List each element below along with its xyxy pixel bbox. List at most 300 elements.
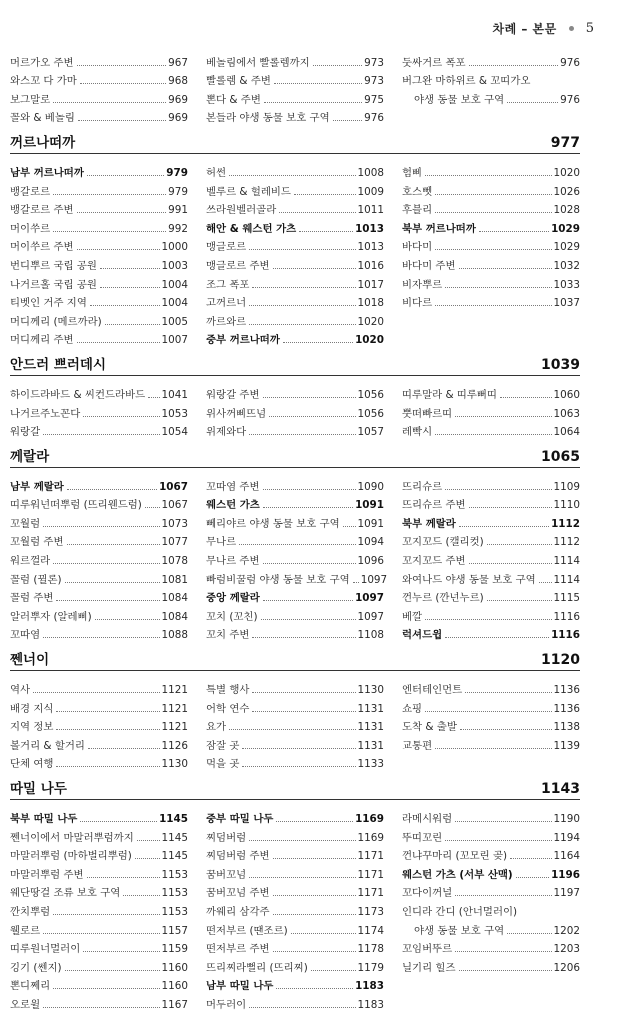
entry-title: 남부 따밀 나두 [206, 980, 274, 993]
toc-entry[interactable] [402, 382, 580, 401]
entry-page-number: 1053 [161, 407, 188, 420]
dot-leader [507, 933, 551, 934]
toc-entry[interactable] [10, 974, 188, 993]
entry-title: 쇼핑 [402, 702, 423, 715]
toc-entry[interactable] [10, 937, 188, 956]
toc-entry[interactable] [402, 216, 580, 235]
entry-title: 무나르 주변 [206, 555, 260, 568]
entry-page-number: 979 [168, 185, 188, 198]
toc-entry[interactable] [206, 955, 384, 974]
toc-entry[interactable] [10, 530, 188, 549]
dot-leader [67, 489, 157, 490]
toc-entry[interactable] [206, 401, 384, 420]
entry-page-number: 976 [560, 93, 580, 106]
toc-entry[interactable] [206, 974, 384, 993]
entry-title: 알러뿌자 (알레삐) [10, 610, 92, 623]
entry-page-number: 1067 [159, 480, 188, 493]
entry-page-number: 1004 [161, 278, 188, 291]
dot-leader [459, 526, 549, 527]
toc-entry[interactable] [402, 272, 580, 291]
entry-title: 꼬다이꺼널 [402, 887, 453, 900]
entry-page-number: 1011 [357, 204, 384, 217]
toc-entry[interactable] [10, 733, 188, 752]
toc-entry[interactable] [402, 862, 580, 881]
entry-page-number: 1121 [161, 702, 188, 715]
entry-page-number: 1008 [357, 166, 384, 179]
toc-entry[interactable] [206, 87, 384, 106]
entry-title: 꼴럼 (뀔론) [10, 573, 62, 586]
toc-entry[interactable] [206, 160, 384, 179]
entry-title: 뜨리찌라뻘리 (뜨리찌) [206, 961, 308, 974]
dot-leader [539, 582, 552, 583]
entry-title: 인디라 간디 (안너멀러이) [402, 905, 518, 918]
dot-leader [239, 544, 355, 545]
toc-entry[interactable] [10, 567, 188, 586]
section-page-number: 1065 [541, 449, 580, 466]
entry-title: 허썬 [206, 166, 227, 179]
toc-entry[interactable] [206, 548, 384, 567]
toc-entry[interactable] [206, 69, 384, 88]
toc-column [402, 50, 580, 124]
toc-entry[interactable] [402, 955, 580, 974]
toc-entry[interactable] [402, 548, 580, 567]
toc-entry[interactable] [402, 899, 580, 918]
toc-entry[interactable] [10, 511, 188, 530]
dot-leader [263, 397, 356, 398]
toc-entry[interactable] [402, 918, 580, 937]
toc-entry[interactable] [206, 586, 384, 605]
toc-entry[interactable] [206, 604, 384, 623]
entry-title: 웨단땅걸 조류 보호 구역 [10, 887, 121, 900]
entry-page-number: 1131 [357, 702, 384, 715]
section-title: 쩬너이 [10, 652, 50, 669]
toc-entry[interactable] [402, 69, 580, 88]
entry-title: 쓰라원벨러골라 [206, 204, 277, 217]
dot-leader [242, 748, 355, 749]
dot-leader [425, 175, 551, 176]
toc-entry[interactable] [10, 548, 188, 567]
toc-entry[interactable] [206, 733, 384, 752]
entry-title: 보그말로 [10, 93, 51, 106]
toc-entry[interactable] [10, 586, 188, 605]
section-heading [10, 127, 580, 154]
toc-entry[interactable] [10, 604, 188, 623]
entry-title: 찌덤버럼 [206, 831, 247, 844]
toc-entry[interactable] [10, 328, 188, 347]
toc-entry[interactable] [10, 50, 188, 69]
entry-page-number: 1112 [551, 517, 580, 530]
entry-title: 중부 꺼르나떠까 [206, 334, 280, 347]
toc-entry[interactable] [10, 955, 188, 974]
entry-title: 남부 꺼르나떠까 [10, 166, 84, 179]
toc-entry[interactable] [206, 493, 384, 512]
entry-page-number: 1097 [355, 592, 384, 605]
dot-leader [487, 600, 552, 601]
dot-leader [435, 434, 551, 435]
toc-block [10, 160, 580, 346]
entry-page-number: 1020 [357, 315, 384, 328]
toc-entry[interactable] [402, 401, 580, 420]
toc-entry[interactable] [10, 623, 188, 642]
entry-page-number: 1077 [161, 536, 188, 549]
dot-leader [252, 287, 355, 288]
entry-title: 웨스턴 가츠 [206, 499, 260, 512]
dot-leader [263, 600, 353, 601]
toc-entry[interactable] [206, 881, 384, 900]
toc-entry[interactable] [206, 253, 384, 272]
dot-leader [53, 988, 159, 989]
dot-leader [80, 83, 166, 84]
entry-title: 깐치뿌럼 [10, 905, 51, 918]
toc-entry[interactable] [10, 806, 188, 825]
toc-entry[interactable] [402, 604, 580, 623]
toc-entry[interactable] [10, 160, 188, 179]
header-bullet-icon [569, 26, 574, 31]
toc-entry[interactable] [402, 179, 580, 198]
toc-entry[interactable] [402, 881, 580, 900]
entry-page-number: 1206 [553, 961, 580, 974]
dot-leader [56, 711, 159, 712]
entry-page-number: 1173 [357, 905, 384, 918]
toc-entry[interactable] [10, 825, 188, 844]
dot-leader [53, 194, 166, 195]
toc-entry[interactable] [402, 530, 580, 549]
entry-page-number: 979 [166, 166, 188, 179]
entry-page-number: 976 [560, 56, 580, 69]
entry-page-number: 1174 [357, 924, 384, 937]
toc-entry[interactable] [206, 899, 384, 918]
dot-leader [333, 120, 363, 121]
entry-page-number: 1136 [553, 684, 580, 697]
toc-entry[interactable] [402, 87, 580, 106]
entry-title: 중앙 께랄라 [206, 592, 260, 605]
dot-leader [229, 729, 355, 730]
entry-title: 배경 지식 [10, 702, 54, 715]
dot-leader [510, 858, 551, 859]
dot-leader [435, 194, 551, 195]
toc-entry[interactable] [10, 420, 188, 439]
entry-title: 라메시워럼 [402, 813, 453, 825]
page-number: 5 [585, 21, 594, 36]
entry-page-number: 1063 [553, 407, 580, 420]
entry-title: 잠잘 곳 [206, 739, 240, 752]
entry-page-number: 1130 [357, 684, 384, 697]
toc-entry[interactable] [402, 474, 580, 493]
entry-title: 역사 [10, 684, 31, 697]
section-title: 께랄라 [10, 449, 50, 466]
toc-entry[interactable] [206, 530, 384, 549]
dot-leader [100, 268, 160, 269]
toc-entry[interactable] [10, 69, 188, 88]
toc-entry[interactable] [10, 235, 188, 254]
toc-entry[interactable] [10, 715, 188, 734]
toc-column [206, 474, 388, 642]
entry-title: 워랑갈 [10, 426, 41, 439]
dot-leader [469, 507, 552, 508]
toc-entry[interactable] [206, 198, 384, 217]
toc-column [402, 677, 580, 770]
toc-entry[interactable] [206, 272, 384, 291]
dot-leader [249, 1007, 355, 1008]
entry-page-number: 1116 [553, 610, 580, 623]
toc-entry[interactable] [206, 216, 384, 235]
entry-page-number: 1160 [161, 961, 188, 974]
toc-column [10, 806, 188, 1011]
toc-entry[interactable] [402, 677, 580, 696]
toc-entry[interactable] [206, 420, 384, 439]
entry-title: 북부 따밀 나두 [10, 813, 78, 825]
toc-entry[interactable] [206, 696, 384, 715]
entry-page-number: 1078 [161, 555, 188, 568]
toc-entry[interactable] [206, 806, 384, 825]
toc-entry[interactable] [402, 844, 580, 863]
dot-leader [80, 821, 157, 822]
toc-entry[interactable] [402, 291, 580, 310]
toc-column [402, 474, 580, 641]
toc-entry[interactable] [402, 623, 580, 642]
toc-entry[interactable] [206, 50, 384, 69]
entry-page-number: 967 [168, 56, 188, 69]
toc-entry[interactable] [206, 937, 384, 956]
toc-entry[interactable] [10, 87, 188, 106]
toc-entry[interactable] [10, 253, 188, 272]
entry-title: 띠루원너멀러이 [10, 943, 81, 956]
entry-page-number: 1145 [161, 850, 188, 863]
entry-page-number: 1183 [355, 980, 384, 993]
toc-entry[interactable] [206, 844, 384, 863]
entry-title: 요가 [206, 721, 227, 734]
dot-leader [77, 342, 160, 343]
entry-title: 워르껄라 [10, 555, 51, 568]
toc-entry[interactable] [402, 198, 580, 217]
dot-leader [445, 840, 551, 841]
entry-page-number: 1094 [357, 536, 384, 549]
dot-leader [148, 397, 159, 398]
toc-entry[interactable] [10, 474, 188, 493]
entry-page-number: 1029 [553, 241, 580, 254]
toc-entry[interactable] [10, 179, 188, 198]
entry-title: 야생 동물 보호 구역 [414, 924, 505, 937]
section-heading [10, 773, 580, 800]
toc-block [10, 806, 580, 1011]
toc-entry[interactable] [402, 696, 580, 715]
entry-title: 중부 따밀 나두 [206, 813, 274, 825]
entry-title: 껀누르 (깐넌누르) [402, 592, 484, 605]
toc-entry[interactable] [10, 198, 188, 217]
toc-entry[interactable] [10, 216, 188, 235]
entry-title: 특별 행사 [206, 684, 250, 697]
toc-entry[interactable] [402, 511, 580, 530]
dot-leader [105, 324, 160, 325]
toc-entry[interactable] [206, 715, 384, 734]
toc-entry[interactable] [402, 567, 580, 586]
toc-entry[interactable] [10, 291, 188, 310]
entry-page-number: 1009 [357, 185, 384, 198]
toc-entry[interactable] [206, 623, 384, 642]
toc-entry[interactable] [402, 493, 580, 512]
toc-entry[interactable] [206, 677, 384, 696]
dot-leader [56, 766, 159, 767]
entry-title: 까르와르 [206, 315, 247, 328]
entry-title: 꿈버꼬넘 주변 [206, 887, 270, 900]
toc-entry[interactable] [10, 844, 188, 863]
toc-entry[interactable] [206, 825, 384, 844]
entry-page-number: 1026 [553, 185, 580, 198]
toc-entry[interactable] [206, 511, 384, 530]
toc-entry[interactable] [402, 235, 580, 254]
dot-leader [269, 416, 355, 417]
toc-column [206, 160, 384, 346]
entry-page-number: 1194 [553, 831, 580, 844]
toc-entry[interactable] [10, 752, 188, 771]
entry-title: 닐기리 힐즈 [402, 961, 456, 974]
entry-title: 먹을 곳 [206, 758, 240, 771]
dot-leader [455, 951, 551, 952]
toc-entry[interactable] [206, 567, 388, 586]
toc-entry[interactable] [206, 474, 384, 493]
entry-title: 볼거리 & 할거리 [10, 739, 85, 752]
toc-column [10, 382, 188, 438]
toc-entry[interactable] [10, 677, 188, 696]
entry-title: 꼴럼 주변 [10, 592, 54, 605]
toc-entry[interactable] [10, 382, 188, 401]
toc-entry[interactable] [10, 106, 188, 125]
entry-title: 맹글로르 [206, 241, 247, 254]
toc-entry[interactable] [402, 806, 580, 825]
dot-leader [279, 212, 355, 213]
dot-leader [455, 416, 551, 417]
entry-title: 까웨리 삼각주 [206, 905, 270, 918]
toc-entry[interactable] [206, 106, 384, 125]
entry-title: 떤저부르 (땐조르) [206, 924, 288, 937]
entry-title: 베깔 [402, 610, 423, 623]
entry-title: 뿟떠빠르띠 [402, 407, 453, 420]
entry-title: 꼬따염 [10, 629, 41, 642]
toc-entry[interactable] [10, 862, 188, 881]
entry-page-number: 1126 [161, 739, 188, 752]
dot-leader [276, 821, 353, 822]
entry-page-number: 1084 [161, 592, 188, 605]
entry-title: 찌덤버럼 주변 [206, 850, 270, 863]
toc-entry[interactable] [206, 862, 384, 881]
toc-entry[interactable] [10, 309, 188, 328]
entry-title: 무나르 [206, 536, 237, 549]
entry-page-number: 1115 [553, 592, 580, 605]
entry-title: 꼬월럼 주변 [10, 536, 64, 549]
section-heading [10, 441, 580, 468]
entry-page-number: 1203 [553, 943, 580, 956]
toc-column [10, 677, 188, 770]
toc-entry[interactable] [206, 328, 384, 347]
entry-page-number: 1081 [161, 573, 188, 586]
dot-leader [353, 582, 359, 583]
dot-leader [78, 120, 166, 121]
entry-title: 머르가오 주변 [10, 56, 74, 69]
dot-leader [507, 102, 558, 103]
entry-title: 호스뻿 [402, 185, 433, 198]
dot-leader [264, 102, 362, 103]
toc-entry[interactable] [402, 160, 580, 179]
entry-page-number: 1153 [161, 868, 188, 881]
entry-title: 마말러뿌럼 (마하벌리뿌럼) [10, 850, 132, 863]
toc-entry[interactable] [10, 401, 188, 420]
entry-page-number: 1131 [357, 739, 384, 752]
dot-leader [249, 840, 355, 841]
entry-page-number: 1028 [553, 204, 580, 217]
toc-entry[interactable] [402, 420, 580, 439]
toc-column [206, 806, 384, 1011]
dot-leader [263, 489, 356, 490]
toc-entry[interactable] [10, 918, 188, 937]
dot-leader [95, 619, 160, 620]
dot-leader [56, 729, 159, 730]
entry-page-number: 1167 [161, 998, 188, 1011]
toc-column [206, 382, 384, 438]
entry-title: 뱅갈로르 주변 [10, 204, 74, 217]
dot-leader [455, 895, 551, 896]
toc-entry[interactable] [402, 253, 580, 272]
entry-title: 비다르 [402, 297, 433, 310]
entry-page-number: 992 [168, 222, 188, 235]
toc-entry[interactable] [402, 937, 580, 956]
entry-page-number: 1088 [161, 629, 188, 642]
toc-entry[interactable] [206, 309, 384, 328]
toc-entry[interactable] [402, 50, 580, 69]
toc-block [10, 474, 580, 641]
dot-leader [252, 692, 355, 693]
entry-title: 교통편 [402, 739, 433, 752]
toc-column [402, 160, 580, 346]
entry-title: 웰로르 [10, 924, 41, 937]
dot-leader [465, 692, 551, 693]
entry-page-number: 975 [364, 93, 384, 106]
entry-page-number: 1157 [161, 924, 188, 937]
toc-entry[interactable] [402, 586, 580, 605]
toc-entry[interactable] [402, 825, 580, 844]
toc-entry[interactable] [402, 733, 580, 752]
header-title: 차례 – 본문 [492, 22, 557, 36]
toc-entry[interactable] [206, 918, 384, 937]
toc-entry[interactable] [10, 272, 188, 291]
dot-leader [435, 748, 551, 749]
toc-entry[interactable] [206, 291, 384, 310]
toc-entry[interactable] [206, 752, 384, 771]
toc-entry[interactable] [206, 235, 384, 254]
toc-content [10, 48, 580, 1011]
toc-entry[interactable] [206, 382, 384, 401]
toc-entry[interactable] [10, 881, 188, 900]
toc-entry[interactable] [206, 992, 384, 1011]
toc-entry[interactable] [402, 715, 580, 734]
entry-title: 뽄디쩨리 [10, 980, 51, 993]
dot-leader [77, 249, 160, 250]
entry-page-number: 1121 [161, 721, 188, 734]
section-page-number: 977 [550, 135, 580, 152]
toc-entry[interactable] [10, 992, 188, 1011]
entry-title: 뜨리슈르 주변 [402, 499, 466, 512]
entry-title: 꼬따염 주변 [206, 480, 260, 493]
entry-page-number: 976 [364, 112, 384, 125]
section-title: 꺼르나떠까 [10, 135, 76, 152]
toc-entry[interactable] [206, 179, 384, 198]
toc-entry[interactable] [10, 493, 188, 512]
dot-leader [299, 231, 353, 232]
entry-page-number: 1056 [357, 407, 384, 420]
toc-entry[interactable] [10, 696, 188, 715]
entry-title: 위사꺼삐뜨넘 [206, 407, 267, 420]
entry-page-number: 1005 [161, 315, 188, 328]
toc-entry[interactable] [10, 899, 188, 918]
